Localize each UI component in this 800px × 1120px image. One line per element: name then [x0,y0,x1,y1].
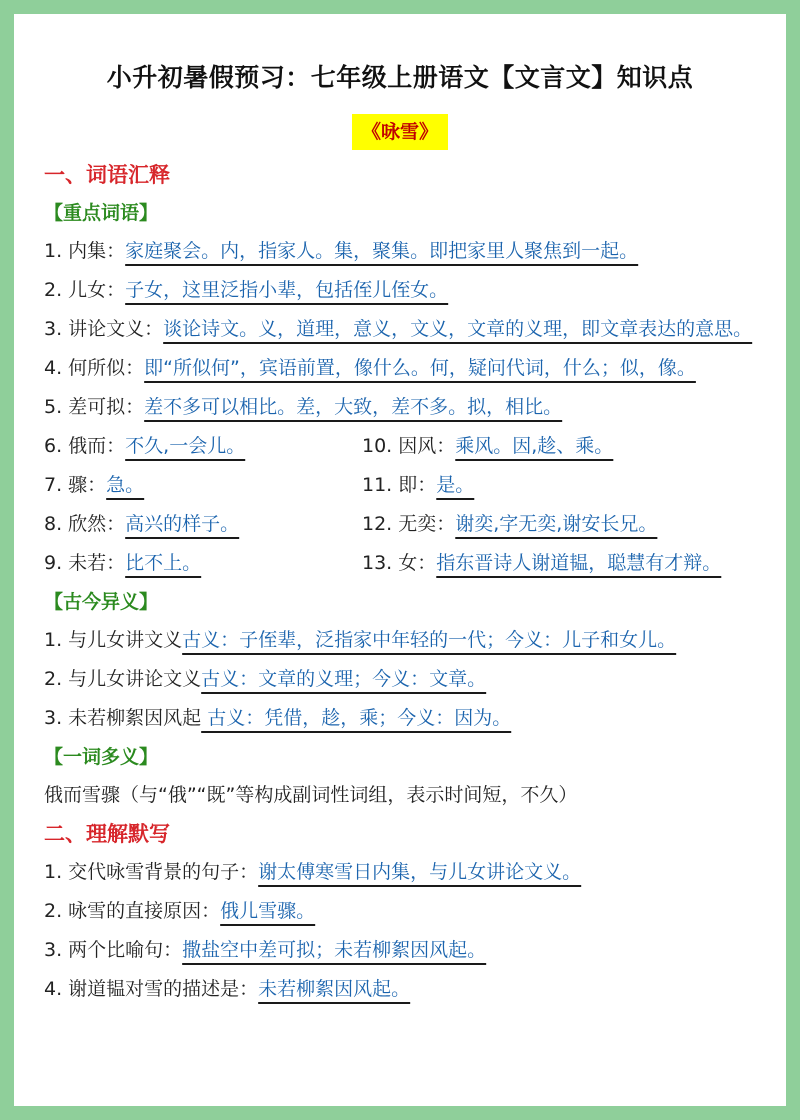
lesson-title: 《咏雪》 [352,114,448,150]
definition: 子女，这里泛指小辈，包括侄儿侄女。 [125,279,449,301]
term: 1. 与儿女讲文义 [44,629,183,651]
subtitle-wrap [14,114,786,150]
section-heading-vocabulary: 一、词语汇释 [44,163,170,187]
answer: 撒盐空中差可拟；未若柳絮因风起。 [182,939,487,961]
term: 10. 因风： [362,435,456,457]
list-item-pair [44,427,768,466]
answer: 谢太傅寒雪日内集，与儿女讲论文义。 [258,861,582,883]
term: 2. 与儿女讲论文义 [44,668,202,690]
definition: 是。 [436,474,475,496]
list-item [44,970,768,1009]
definition: 古义：子侄辈，泛指家中年轻的一代；今义：儿子和女儿。 [182,629,677,651]
answer: 未若柳絮因风起。 [258,978,411,1000]
definition: 古义：凭借，趁，乘；今义：因为。 [201,707,512,729]
definition: 指东晋诗人谢道韫，聪慧有才辩。 [436,552,722,574]
list-item [44,699,768,738]
definition: 乘风。因,趁、乘。 [455,435,614,457]
list-item-pair [44,505,768,544]
definition: 不久,一会儿。 [125,435,246,457]
subheading-key-words: 【重点词语】 [44,202,159,224]
term: 5. 差可拟： [44,396,145,418]
list-item-pair [44,466,768,505]
definition: 急。 [106,474,145,496]
answer: 俄儿雪骤。 [220,900,316,922]
list-item-pair [44,544,768,583]
polysemy-text: 俄而雪骤（与“俄”“既”等构成副词性词组，表示时间短，不久） [44,784,578,806]
definition: 高兴的样子。 [125,513,240,535]
list-item [44,660,768,699]
definition: 比不上。 [125,552,202,574]
question: 1. 交代咏雪背景的句子： [44,861,259,883]
document-sheet [14,14,786,1106]
definition: 古义：文章的义理；今义：文章。 [201,668,487,690]
list-item [44,388,768,427]
definition: 即“所似何”，宾语前置，像什么。何，疑问代词，什么；似，像。 [144,357,696,379]
term: 2. 儿女： [44,279,126,301]
content [44,156,768,1009]
list-item [44,892,768,931]
list-item [44,349,768,388]
definition: 谢奕,字无奕,谢安长兄。 [455,513,658,535]
question: 2. 咏雪的直接原因： [44,900,221,922]
definition: 谈论诗文。义，道理，意义，文义，文章的义理，即文章表达的意思。 [163,318,753,340]
list-item [44,853,768,892]
term: 12. 无奕： [362,513,456,535]
list-item [44,232,768,271]
definition: 差不多可以相比。差，大致，差不多。拟，相比。 [144,396,563,418]
term: 7. 骤： [44,474,107,496]
term: 13. 女： [362,552,437,574]
term: 9. 未若： [44,552,126,574]
term: 11. 即： [362,474,437,496]
term: 1. 内集： [44,240,126,262]
page-title: 小升初暑假预习：七年级上册语文【文言文】知识点 [106,63,694,92]
question: 3. 两个比喻句： [44,939,183,961]
term: 4. 何所似： [44,357,145,379]
term: 6. 俄而： [44,435,126,457]
question: 4. 谢道韫对雪的描述是： [44,978,259,1000]
definition: 家庭聚会。内，指家人。集，聚集。即把家里人聚焦到一起。 [125,240,639,262]
list-item [44,271,768,310]
term: 8. 欣然： [44,513,126,535]
subheading-ancient-modern: 【古今异义】 [44,591,159,613]
list-item [44,621,768,660]
section-heading-recitation: 二、理解默写 [44,822,170,846]
term: 3. 未若柳絮因风起 [44,707,202,729]
list-item [44,931,768,970]
term: 3. 讲论文义： [44,318,164,340]
subheading-polysemy: 【一词多义】 [44,746,159,768]
list-item [44,310,768,349]
